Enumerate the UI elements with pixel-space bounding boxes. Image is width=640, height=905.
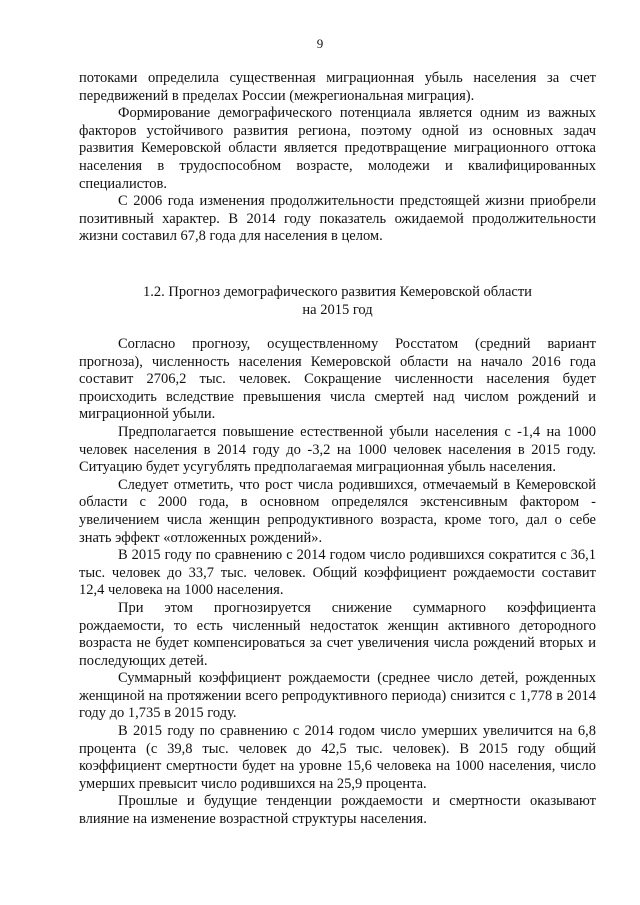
paragraph: В 2015 году по сравнению с 2014 годом число родившихся сократится с 36,1 тыс. человек до 33,7 тыс. человек. Общий коэффициент рождаемости составит 12,4 человека на 1000 населения. — [79, 547, 596, 599]
page-number: 9 — [316, 36, 324, 51]
paragraph: Прошлые и будущие тенденции рождаемости и смертности оказывают влияние на изменение возрастной структуры населения. — [79, 793, 596, 828]
paragraph: При этом прогнозируется снижение суммарного коэффициента рождаемости, то есть численный недостаток женщин активного детородного возраста не будет компенсироваться за счет увеличения числа рождений вторых и последующих детей. — [79, 599, 596, 669]
paragraph: С 2006 года изменения продолжительности предстоящей жизни приобрели позитивный характер. В 2014 году показатель ожидаемой продолжительности жизни составил 67,8 года для населения в целом. — [79, 193, 596, 245]
section-text-block — [79, 336, 596, 829]
section-heading-line: на 2015 год — [302, 301, 373, 318]
paragraph: Формирование демографического потенциала является одним из важных факторов устойчивого развития региона, поэтому одной из основных задач развития Кемеровской области является предотвращение миграционного оттока населения в трудоспособном возрасте, молодежи и квалифицированных специалистов. — [79, 105, 596, 192]
intro-text-block — [79, 70, 596, 246]
paragraph: потоками определила существенная миграционная убыль населения за счет передвижений в пределах России (межрегиональная миграция). — [79, 70, 596, 104]
paragraph: Согласно прогнозу, осуществленному Росстатом (средний вариант прогноза), численность населения Кемеровской области на начало 2016 года составит 2706,2 тыс. человек. Сокращение численности населения будет происходить вследствие превышения числа смертей над числом рождений и миграционной убыли. — [79, 336, 596, 423]
paragraph: Следует отметить, что рост числа родившихся, отмечаемый в Кемеровской области с 2000 года, в основном определялся экстенсивным фактором - увеличением числа женщин репродуктивного возраста, кроме того, дал о себе знать эффект «отложенных рождений». — [79, 476, 596, 546]
paragraph: В 2015 году по сравнению с 2014 годом число умерших увеличится на 6,8 процента (с 39,8 тыс. человек до 42,5 тыс. человек). В 2015 году общий коэффициент смертности будет на уровне 15,6 человека на 1000 населения, число умерших превысит число родившихся на 25,9 процента. — [79, 723, 596, 792]
paragraph: Предполагается повышение естественной убыли населения с -1,4 на 1000 человек населения в 2014 году до -3,2 на 1000 человек населения в 2015 году. Ситуацию будет усугублять предполагаемая миграционная убыль населения. — [79, 423, 596, 476]
paragraph: Суммарный коэффициент рождаемости (среднее число детей, рожденных женщиной на протяжении всего репродуктивного периода) снизится с 1,778 в 2014 году до 1,735 в 2015 году. — [79, 670, 596, 722]
section-heading-line: 1.2. Прогноз демографического развития Кемеровской области — [143, 284, 532, 300]
section-heading — [79, 284, 596, 319]
